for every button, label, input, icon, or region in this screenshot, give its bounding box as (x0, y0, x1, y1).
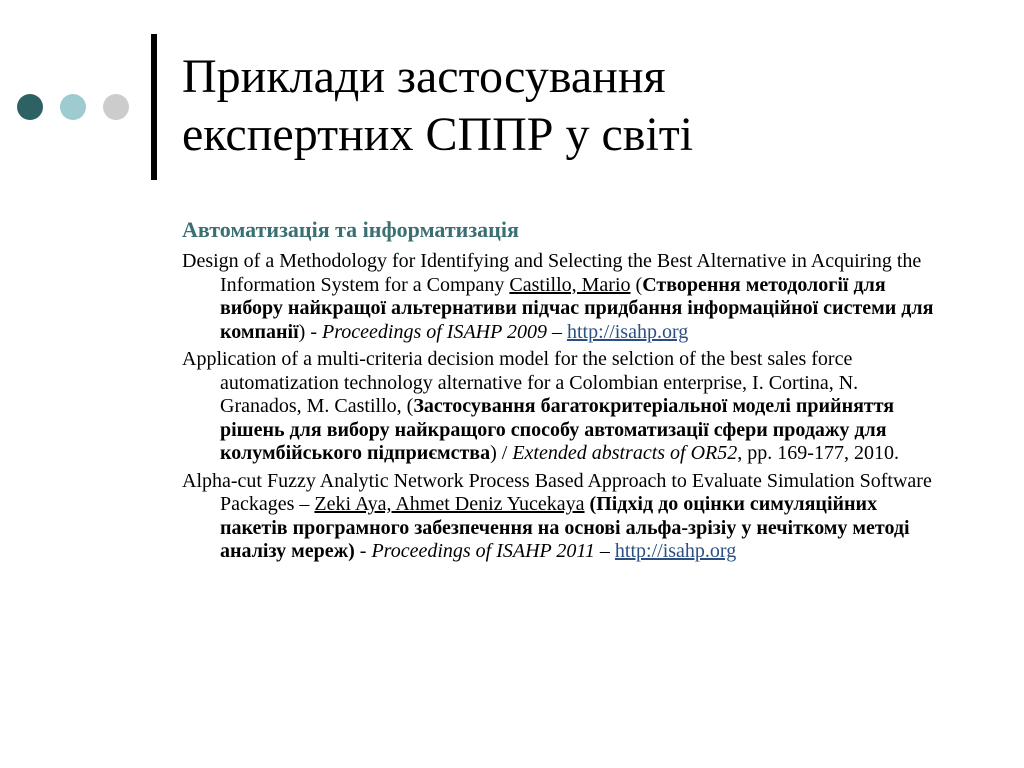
reference-item-3 (182, 470, 944, 564)
reference-3-venue: Proceedings of ISAHP 2011 (371, 540, 595, 562)
slide-title (182, 48, 982, 164)
reference-3-author-link[interactable]: Zeki Aya, Ahmet Deniz Yucekaya (314, 493, 585, 515)
reference-2-ua-translation: Застосування багатокритеріальної моделі прийняття рішень для вибору найкращого способу автоматизації сфери продажу для колумбійського підприємства (220, 395, 895, 464)
reference-1-title: Design of a Methodology for Identifying and Selecting the Best Alternative in Acquiring the Information System for a Company (182, 250, 922, 296)
slide-content (182, 216, 944, 568)
dot-dark-icon (17, 94, 43, 120)
reference-2-paren-close: ) / (490, 442, 513, 464)
reference-1-author-link[interactable]: Castillo, Mario (509, 273, 631, 296)
reference-2-venue: Extended abstracts of OR52 (512, 442, 738, 464)
reference-item-1 (182, 250, 944, 344)
section-subheading: Автоматизація та інформатизація (182, 217, 519, 242)
reference-1-dash: – (546, 320, 567, 343)
dot-mid-icon (60, 94, 86, 120)
reference-1-paren-open: ( (630, 273, 643, 296)
title-divider-bar (151, 34, 157, 180)
reference-2-title: Application of a multi-criteria decision model for the selction of the best sales force automatization technology alternative for a Colombian enterprise, I. Cortina, N. Granados, M. Castillo, ( (182, 348, 859, 417)
reference-3-url-link[interactable]: http://isahp.org (614, 540, 737, 562)
reference-1-venue: Proceedings of ISAHP 2009 (322, 320, 547, 343)
decorative-dots (17, 94, 129, 120)
reference-3-title: Alpha-cut Fuzzy Analytic Network Process Based Approach to Evaluate Simulation Software Packages – (182, 469, 932, 515)
reference-item-2 (182, 348, 944, 466)
dot-light-icon (103, 94, 129, 120)
reference-3-separator: - (354, 540, 372, 562)
reference-1-paren-close: ) - (298, 320, 322, 343)
slide-title-line-1: Приклади застосування (182, 50, 666, 103)
reference-1-ua-translation: Створення методології для вибору найкращої альтернативи підчас придбання інформаційної системи для компанії (220, 273, 934, 343)
reference-3-ua-translation: (Підхід до оцінки симуляційних пакетів програмного забезпечення на основі альфа-зрізіу у нечіткому методі аналізу мереж) (220, 493, 910, 562)
reference-1-url-link[interactable]: http://isahp.org (566, 320, 689, 343)
reference-3-dash: – (594, 540, 615, 562)
reference-2-pages: , pp. 169-177, 2010. (737, 442, 899, 464)
slide-title-line-2: експертних СППР у світі (182, 108, 694, 161)
